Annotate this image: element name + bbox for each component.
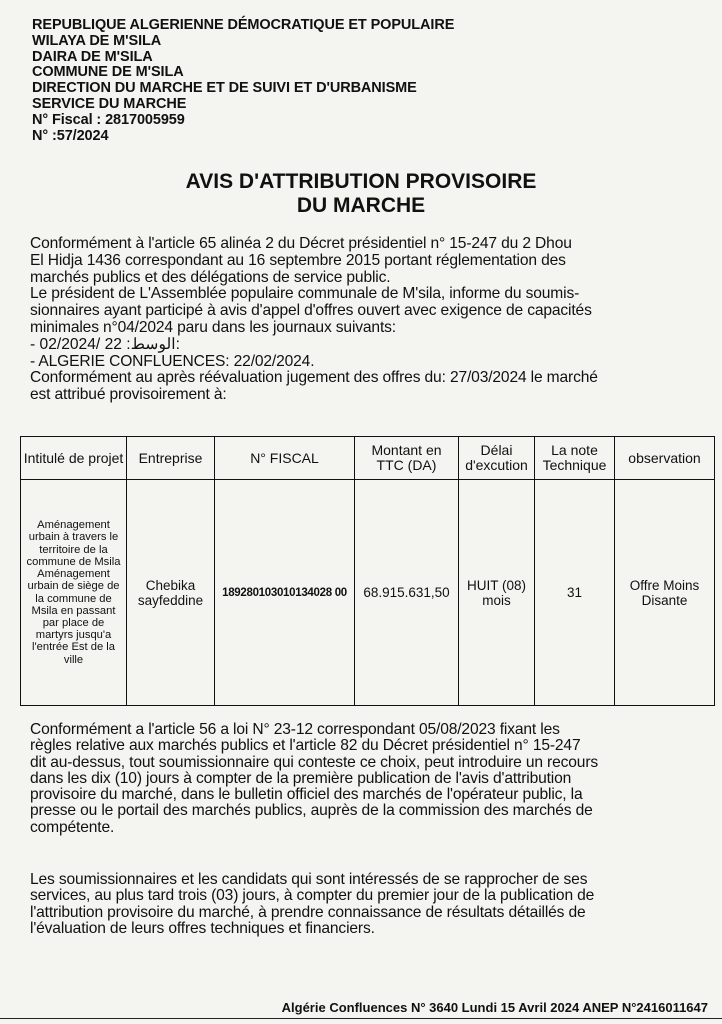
candidats-line: l'évaluation de leurs offres techniques et financiers.: [30, 919, 375, 937]
recours-line: dit au-dessus, tout soumissionnaire qui conteste ce choix, peut introduire un recours: [30, 753, 599, 771]
recours-line: Conformément a l'article 56 a loi N° 23-12 correspondant 05/08/2023 fixant les: [30, 721, 560, 738]
intro-paragraph: [30, 236, 710, 404]
header-line: DAIRA DE M'SILA: [32, 48, 153, 65]
header-line: REPUBLIQUE ALGERIENNE DÉMOCRATIQUE ET POPULAIRE: [32, 17, 455, 33]
header-montant: Montant en TTC (DA): [355, 437, 459, 480]
cell-montant: 68.915.631,50: [355, 480, 459, 706]
recours-line: compétente.: [30, 818, 115, 836]
cell-entreprise: Chebika sayfeddine: [127, 480, 215, 706]
header-line: WILAYA DE M'SILA: [32, 32, 162, 49]
header-line: COMMUNE DE M'SILA: [32, 64, 184, 81]
candidats-line: services, au plus tard trois (03) jours, à compter du premier jour de la publication de: [30, 887, 595, 905]
header-entreprise: Entreprise: [127, 437, 215, 480]
intro-line: marchés publics et des délégations de service public.: [30, 268, 391, 286]
cell-delai: HUIT (08) mois: [459, 480, 535, 706]
header-fiscal: N° FISCAL: [215, 437, 355, 480]
intro-line: est attribué provisoirement à:: [30, 386, 227, 404]
candidats-line: l'attribution provisoire du marché, à prendre connaissance de résultats détaillés de: [30, 903, 586, 921]
intro-line: minimales n°04/2024 paru dans les journaux suivants:: [30, 318, 396, 336]
title-line-2: DU MARCHE: [296, 194, 426, 217]
header-delai: Délai d'excution: [459, 437, 535, 480]
header-note: La note Technique: [535, 437, 615, 480]
intro-line: Conformément au après réévaluation jugement des offres du: 27/03/2024 le marché: [30, 369, 598, 387]
notice-title: [0, 170, 722, 218]
recours-line: dans les dix (10) jours à compter de la première publication de l'avis d'attribution: [30, 769, 572, 787]
publication-footer: Algérie Confluences N° 3640 Lundi 15 Avril 2024 ANEP N°2416011647: [281, 1000, 708, 1015]
cell-observation: Offre Moins Disante: [615, 480, 715, 706]
recours-paragraph: [30, 722, 710, 836]
footer-divider: [0, 1018, 722, 1019]
header-line: N° :57/2024: [32, 127, 109, 144]
intro-line: - الوسط: 22 /02/2024:: [30, 335, 180, 353]
candidats-paragraph: [30, 872, 710, 937]
intro-line: Le président de L'Assemblée populaire communale de M'sila, informe du soumis-: [30, 285, 580, 303]
candidats-line: Les soumissionnaires et les candidats qui sont intéressés de se rapprocher de ses: [30, 871, 588, 888]
table-header-row: [21, 437, 715, 480]
cell-note: 31: [535, 480, 615, 706]
recours-line: provisoire du marché, dans le bulletin officiel des marchés de l'opérateur public, la: [30, 786, 583, 804]
title-line-1: AVIS D'ATTRIBUTION PROVISOIRE: [185, 170, 537, 193]
header-line: SERVICE DU MARCHE: [32, 95, 187, 112]
cell-projet: Aménagement urbain à travers le territoire de la commune de Msila Aménagement urbain de siège de la commune de Msila en passant par place de martyrs jusqu'a l'entrée Est de la ville: [21, 480, 127, 706]
intro-line: Conformément à l'article 65 alinéa 2 du Décret présidentiel n° 15-247 du 2 Dhou: [30, 235, 572, 252]
header-observation: observation: [615, 437, 715, 480]
header-line: DIRECTION DU MARCHE ET DE SUIVI ET D'URBANISME: [32, 80, 417, 97]
table-row: [21, 480, 715, 706]
header-projet: Intitulé de projet: [21, 437, 127, 480]
recours-line: presse ou le portail des marchés publics, auprès de la commission des marchés de: [30, 802, 593, 820]
intro-line: sionnaires ayant participé à avis d'appel d'offres ouvert avec exigence de capacités: [30, 302, 592, 320]
attribution-table: [20, 436, 715, 706]
intro-line: - ALGERIE CONFLUENCES: 22/02/2024.: [30, 352, 315, 370]
header-block: [32, 18, 454, 144]
intro-line: El Hidja 1436 correspondant au 16 septembre 2015 portant réglementation des: [30, 251, 566, 269]
cell-fiscal: 189280103010134028 00: [215, 480, 355, 706]
recours-line: règles relative aux marchés publics et l'article 82 du Décret présidentiel n° 15-247: [30, 737, 581, 755]
header-line: N° Fiscal : 2817005959: [32, 111, 185, 128]
